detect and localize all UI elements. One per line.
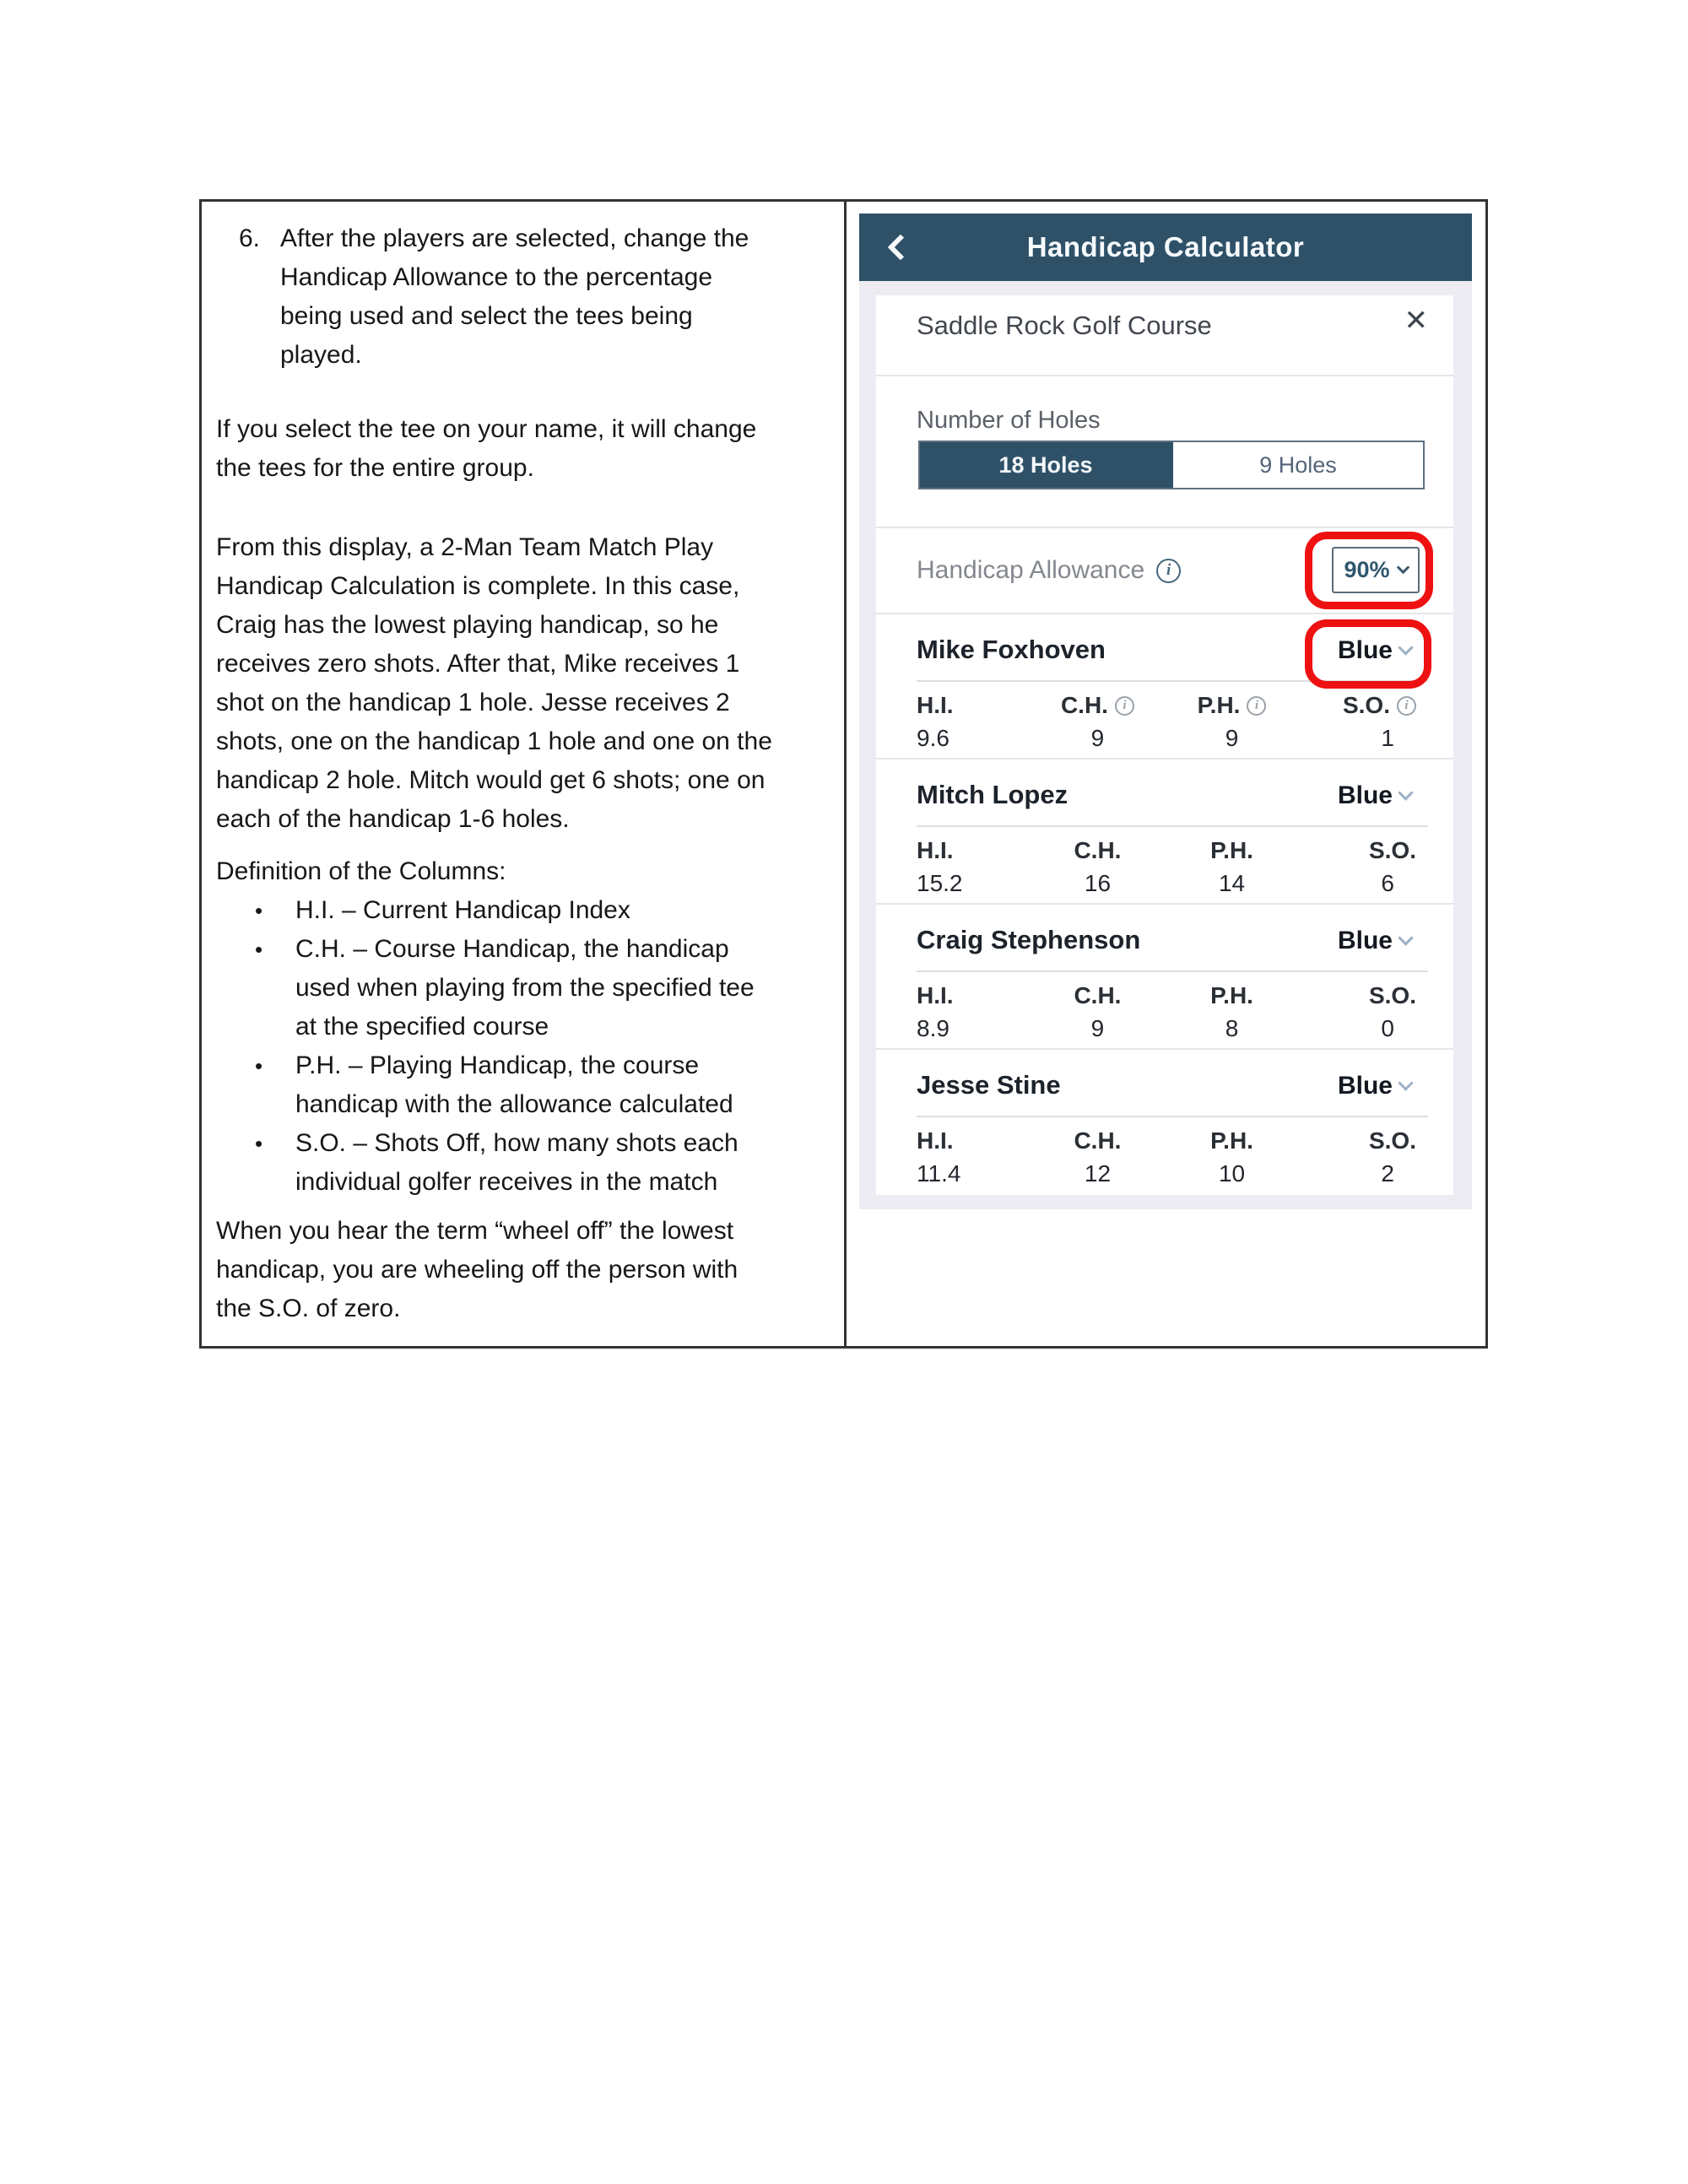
bullet-text [295, 891, 630, 930]
definitions-list [216, 891, 844, 1202]
app-body [859, 281, 1472, 1209]
stat-header: C.H. [1074, 982, 1122, 1008]
stat-hi [876, 1127, 1031, 1187]
text-line: shots, one on the handicap 1 hole and one on the [216, 727, 772, 755]
stat-value: 11.4 [917, 1160, 961, 1187]
text-line: used when playing from the specified tee [295, 974, 755, 1002]
stat-ph [1165, 837, 1299, 897]
bullet-icon: • [255, 898, 263, 923]
player-name: Jesse Stine [917, 1070, 1061, 1100]
text-line: After the players are selected, change the [280, 224, 749, 252]
stat-header: H.I. [917, 837, 954, 863]
column-divider [844, 202, 847, 1346]
text-line: played. [280, 341, 362, 369]
allowance-label: Handicap Allowance [917, 556, 1145, 584]
stat-header: C.H. [1060, 692, 1108, 718]
segment-9-holes[interactable]: 9 Holes [1171, 442, 1423, 488]
text-line: individual golfer receives in the match [295, 1168, 718, 1196]
bullet-item-so [255, 1124, 844, 1202]
paragraph-wheel-off [216, 1212, 844, 1328]
stat-value: 6 [1381, 870, 1394, 896]
text-line: shot on the handicap 1 hole. Jesse receives 2 [216, 689, 730, 716]
tee-value: Blue [1337, 636, 1393, 664]
stat-value: 9 [1225, 725, 1239, 751]
stat-header: S.O. [1368, 982, 1416, 1008]
text-line: From this display, a 2-Man Team Match Play [216, 533, 714, 561]
tee-value: Blue [1337, 1072, 1393, 1100]
tee-value: Blue [1337, 927, 1393, 954]
text-line: handicap with the allowance calculated [295, 1090, 733, 1118]
allowance-dropdown[interactable] [1332, 547, 1420, 593]
text-line: receives zero shots. After that, Mike receives 1 [216, 650, 740, 678]
info-icon[interactable]: i [1156, 559, 1181, 583]
bullet-item-hi [255, 891, 844, 930]
stat-header: S.O. [1368, 837, 1416, 863]
numbered-list-item [239, 219, 844, 375]
player-stats [876, 982, 1453, 1042]
number-of-holes-section [876, 376, 1453, 528]
info-icon[interactable]: i [1247, 696, 1266, 716]
stat-header: P.H. [1210, 837, 1253, 863]
stat-ch [1031, 837, 1165, 897]
allowance-value: 90% [1344, 557, 1390, 582]
stat-header: S.O. [1342, 692, 1390, 718]
stat-value: 14 [1218, 870, 1246, 896]
bullet-text [295, 1124, 738, 1202]
paragraph-tee-note [216, 410, 844, 488]
stat-hi [876, 692, 1031, 752]
bullet-icon: • [255, 1053, 263, 1078]
info-icon[interactable]: i [1115, 696, 1134, 716]
stat-value: 9.6 [917, 725, 950, 751]
stat-value: 2 [1381, 1160, 1394, 1187]
stat-so [1299, 837, 1453, 897]
close-icon[interactable]: ✕ [1404, 305, 1428, 337]
segment-18-holes[interactable]: 18 Holes [920, 442, 1171, 488]
stat-ph [1165, 982, 1299, 1042]
stat-ph [1165, 1127, 1299, 1187]
row-divider [917, 680, 1428, 682]
stat-header: P.H. [1197, 692, 1241, 718]
stat-hi [876, 837, 1031, 897]
definitions-heading: Definition of the Columns: [216, 857, 506, 885]
stat-value: 12 [1084, 1160, 1112, 1187]
stat-ch [1031, 1127, 1165, 1187]
stat-value: 16 [1084, 870, 1112, 896]
bullet-text [295, 930, 755, 1046]
stat-ph [1165, 692, 1299, 752]
text-line: the S.O. of zero. [216, 1295, 401, 1322]
stat-value: 10 [1218, 1160, 1246, 1187]
stat-so [1299, 982, 1453, 1042]
stat-value: 8.9 [917, 1015, 950, 1041]
text-line: When you hear the term “wheel off” the lowest [216, 1217, 734, 1245]
app-header [859, 214, 1472, 281]
stat-header: P.H. [1210, 982, 1253, 1008]
stat-value: 0 [1381, 1015, 1394, 1041]
text-line: P.H. – Playing Handicap, the course [295, 1051, 700, 1079]
tee-value: Blue [1337, 781, 1393, 809]
handicap-calculator-app [859, 214, 1472, 1209]
text-line: S.O. – Shots Off, how many shots each [295, 1129, 738, 1157]
text-line: H.I. – Current Handicap Index [295, 896, 630, 924]
player-name: Mitch Lopez [917, 780, 1069, 809]
bullet-item-ch [255, 930, 844, 1046]
bullet-icon: • [255, 937, 263, 962]
chevron-down-icon [1398, 930, 1413, 945]
info-icon[interactable]: i [1397, 696, 1416, 716]
row-divider [917, 825, 1428, 827]
bullet-item-ph [255, 1046, 844, 1124]
tee-dropdown[interactable] [1338, 1072, 1411, 1100]
text-line: C.H. – Course Handicap, the handicap [295, 935, 729, 963]
stat-value: 8 [1225, 1015, 1239, 1041]
stat-so [1299, 692, 1453, 752]
text-line: Handicap Allowance to the percentage [280, 263, 713, 291]
allowance-label-group [917, 528, 1181, 613]
text-line: the tees for the entire group. [216, 454, 534, 482]
bullet-icon: • [255, 1131, 263, 1156]
list-item-text [280, 219, 749, 375]
stat-header: C.H. [1074, 1127, 1122, 1154]
course-row [876, 295, 1453, 376]
stat-value: 1 [1381, 725, 1394, 751]
stat-header: H.I. [917, 982, 954, 1008]
chevron-down-icon [1398, 1075, 1413, 1090]
player-row-jesse [876, 1050, 1453, 1195]
text-line: Craig has the lowest playing handicap, so he [216, 611, 719, 639]
tee-dropdown[interactable] [1338, 927, 1411, 955]
handicap-allowance-row [876, 528, 1453, 614]
stat-header: S.O. [1368, 1127, 1416, 1154]
stat-value: 15.2 [917, 870, 963, 896]
stat-ch [1031, 982, 1165, 1042]
course-name: Saddle Rock Golf Course [917, 311, 1212, 340]
player-name: Craig Stephenson [917, 925, 1141, 954]
text-line: at the specified course [295, 1013, 549, 1041]
text-line: each of the handicap 1-6 holes. [216, 805, 570, 833]
app-title: Handicap Calculator [1026, 231, 1305, 262]
stat-so [1299, 1127, 1453, 1187]
list-number: 6. [239, 224, 261, 252]
document-frame [199, 199, 1488, 1349]
player-stats [876, 1127, 1453, 1187]
player-name: Mike Foxhoven [917, 635, 1106, 664]
stat-value: 9 [1090, 1015, 1105, 1041]
paragraph-calculation-example [216, 528, 844, 839]
text-line: Handicap Calculation is complete. In this case, [216, 572, 740, 600]
text-line: handicap, you are wheeling off the person with [216, 1256, 738, 1284]
chevron-down-icon [1396, 561, 1409, 575]
player-stats [876, 692, 1453, 752]
chevron-down-icon [1398, 785, 1413, 800]
tee-dropdown[interactable] [1338, 636, 1411, 665]
player-row-craig [876, 905, 1453, 1050]
stat-header: C.H. [1074, 837, 1122, 863]
stat-hi [876, 982, 1031, 1042]
chevron-down-icon [1398, 640, 1413, 655]
stat-header: H.I. [917, 1127, 954, 1154]
instructions-column [202, 202, 844, 1346]
player-row-mike [876, 614, 1453, 760]
holes-segmented-control [918, 441, 1425, 489]
row-divider [917, 970, 1428, 972]
stat-ch [1031, 692, 1165, 752]
calculator-card [876, 295, 1453, 1195]
player-row-mitch [876, 760, 1453, 905]
tee-dropdown[interactable] [1338, 781, 1411, 810]
holes-label: Number of Holes [917, 407, 1101, 434]
stat-header: P.H. [1210, 1127, 1253, 1154]
row-divider [917, 1116, 1428, 1117]
player-stats [876, 837, 1453, 897]
text-line: handicap 2 hole. Mitch would get 6 shots; one on [216, 766, 766, 794]
stat-header: H.I. [917, 692, 954, 718]
bullet-text [295, 1046, 733, 1124]
text-line: If you select the tee on your name, it will change [216, 415, 757, 443]
text-line: being used and select the tees being [280, 302, 693, 330]
stat-value: 9 [1090, 725, 1105, 751]
